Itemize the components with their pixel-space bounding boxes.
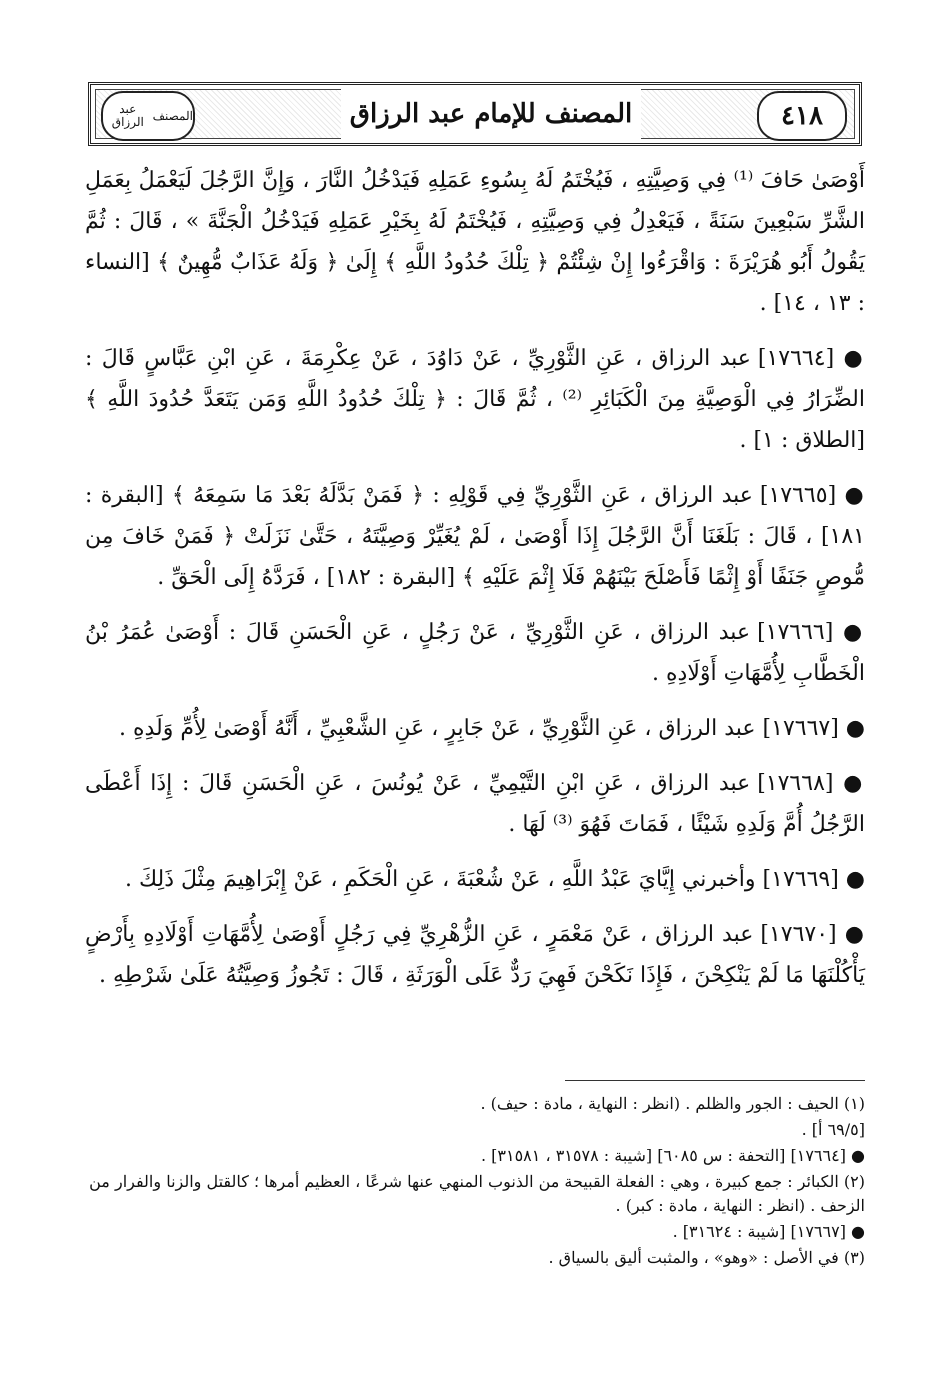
footnote-2: [٦٩/٥ أ] . [801,1120,865,1139]
footnote-5: ● [١٧٦٦٧] [شيبة : ٣١٦٢٤] . [672,1222,865,1241]
main-text [85,160,865,1010]
paragraph-1: أَوْصَىٰ حَافَ ⁽¹⁾ فِي وَصِيَّتِهِ ، فَيُخْتَمُ لَهُ بِسُوءِ عَمَلِهِ فَيَدْخُلُ النَّارَ ، وَإِنَّ الرَّجُلَ لَيَعْمَلُ بِعَمَلِ الشَّرِّ سَبْعِينَ سَنَةً ، فَيَعْدِلُ فِي وَصِيَّتِهِ ، فَيُخْتَمُ لَهُ بِخَيْرِ عَمَلِهِ فَيَدْخُلُ الْجَنَّةَ » ، قَالَ : ثُمَّ يَقُولُ أَبُو هُرَيْرَةَ : وَاقْرَءُوا إِنْ شِئْتُمْ ﴿ تِلْكَ حُدُودُ اللَّهِ ﴾ إِلَىٰ ﴿ وَلَهُ عَذَابٌ مُّهِينٌ ﴾ [النساء : ١٣ ، ١٤] . [85,168,865,316]
emblem-line-2: عبد الرزاق [111,102,144,129]
book-emblem [101,91,195,141]
emblem-line-1: المصنف [152,108,193,123]
page-number: ٤١٨ [757,91,847,141]
paragraph-2: ● [١٧٦٦٤] عبد الرزاق ، عَنِ الثَّوْرِيِّ ، عَنْ دَاوُدَ ، عَنْ عِكْرِمَةَ ، عَنِ ابْنِ عَبَّاسٍ قَالَ : الضِّرَارُ فِي الْوَصِيَّةِ مِنَ الْكَبَائِرِ ⁽²⁾ ، ثُمَّ قَالَ : ﴿ تِلْكَ حُدُودُ اللَّهِ وَمَن يَتَعَدَّ حُدُودَ اللَّهِ ﴾ [الطلاق : ١] . [85,346,865,453]
paragraph-4: ● [١٧٦٦٦] عبد الرزاق ، عَنِ الثَّوْرِيِّ ، عَنْ رَجُلٍ ، عَنِ الْحَسَنِ قَالَ : أَوْصَىٰ عُمَرُ بْنُ الْخَطَّابِ لِأُمَّهَاتِ أَوْلَادِهِ . [85,620,865,686]
footnote-6: (٣) في الأصل : «وهو» ، والمثبت أليق بالسياق . [548,1248,865,1267]
footnotes [85,1090,865,1272]
paragraph-7: ● [١٧٦٦٩] وأخبرني إِيَّايَ عَبْدُ اللَّهِ ، عَنْ شُعْبَةَ ، عَنِ الْحَكَمِ ، عَنْ إِبْرَاهِيمَ مِثْلَ ذَلِكَ . [125,867,865,892]
footnote-3: ● [١٧٦٦٤] [التحفة : س ٦٠٨٥] [شيبة : ٣١٥٧٨ ، ٣١٥٨١] . [480,1146,865,1165]
paragraph-3: ● [١٧٦٦٥] عبد الرزاق ، عَنِ الثَّوْرِيِّ فِي قَوْلِهِ : ﴿ فَمَنْ بَدَّلَهُ بَعْدَ مَا سَمِعَهُ ﴾ [البقرة : ١٨١] ، قَالَ : بَلَغَنَا أَنَّ الرَّجُلَ إِذَا أَوْصَىٰ ، لَمْ يُغَيِّرْ وَصِيَّتَهُ ، حَتَّىٰ نَزَلَتْ ﴿ فَمَنْ خَافَ مِن مُّوصٍ جَنَفًا أَوْ إِثْمًا فَأَصْلَحَ بَيْنَهُمْ فَلَا إِثْمَ عَلَيْهِ ﴾ [البقرة : ١٨٢] ، فَرَدَّهُ إِلَى الْحَقِّ . [85,483,865,590]
paragraph-8: ● [١٧٦٧٠] عبد الرزاق ، عَنْ مَعْمَرٍ ، عَنِ الزُّهْرِيِّ فِي رَجُلٍ أَوْصَىٰ لِأُمَّهَاتِ أَوْلَادِهِ بِأَرْضٍ يَأْكُلْنَهَا مَا لَمْ يَنْكِحْنَ ، فَإِذَا نَكَحْنَ فَهِيَ رَدٌّ عَلَى الْوَرَثَةِ ، قَالَ : تَجُوزُ وَصِيَّتُهُ عَلَىٰ شَرْطِهِ . [85,922,865,988]
footnote-1: (١) الحيف : الجور والظلم . (انظر : النهاية ، مادة : حيف) . [480,1094,865,1113]
page-title: المصنف للإمام عبد الرزاق [341,89,641,139]
paragraph-6: ● [١٧٦٦٨] عبد الرزاق ، عَنِ ابْنِ التَّيْمِيِّ ، عَنْ يُونُسَ ، عَنِ الْحَسَنِ قَالَ : إِذَا أَعْطَى الرَّجُلُ أُمَّ وَلَدِهِ شَيْئًا ، فَمَاتَ فَهُوَ ⁽³⁾ لَهَا . [85,771,865,837]
footnote-separator [565,1080,865,1081]
paragraph-5: ● [١٧٦٦٧] عبد الرزاق ، عَنِ الثَّوْرِيِّ ، عَنْ جَابِرٍ ، عَنِ الشَّعْبِيِّ ، أَنَّهُ أَوْصَىٰ لِأُمِّ وَلَدِهِ . [118,716,865,741]
footnote-4: (٢) الكبائر : جمع كبيرة ، وهي : الفعلة القبيحة من الذنوب المنهي عنها شرعًا ، العظيم أمرها ؛ كالقتل والزنا والفرار من الزحف . (انظر : النهاية ، مادة : كبر) . [89,1172,865,1215]
page-header [88,82,862,146]
